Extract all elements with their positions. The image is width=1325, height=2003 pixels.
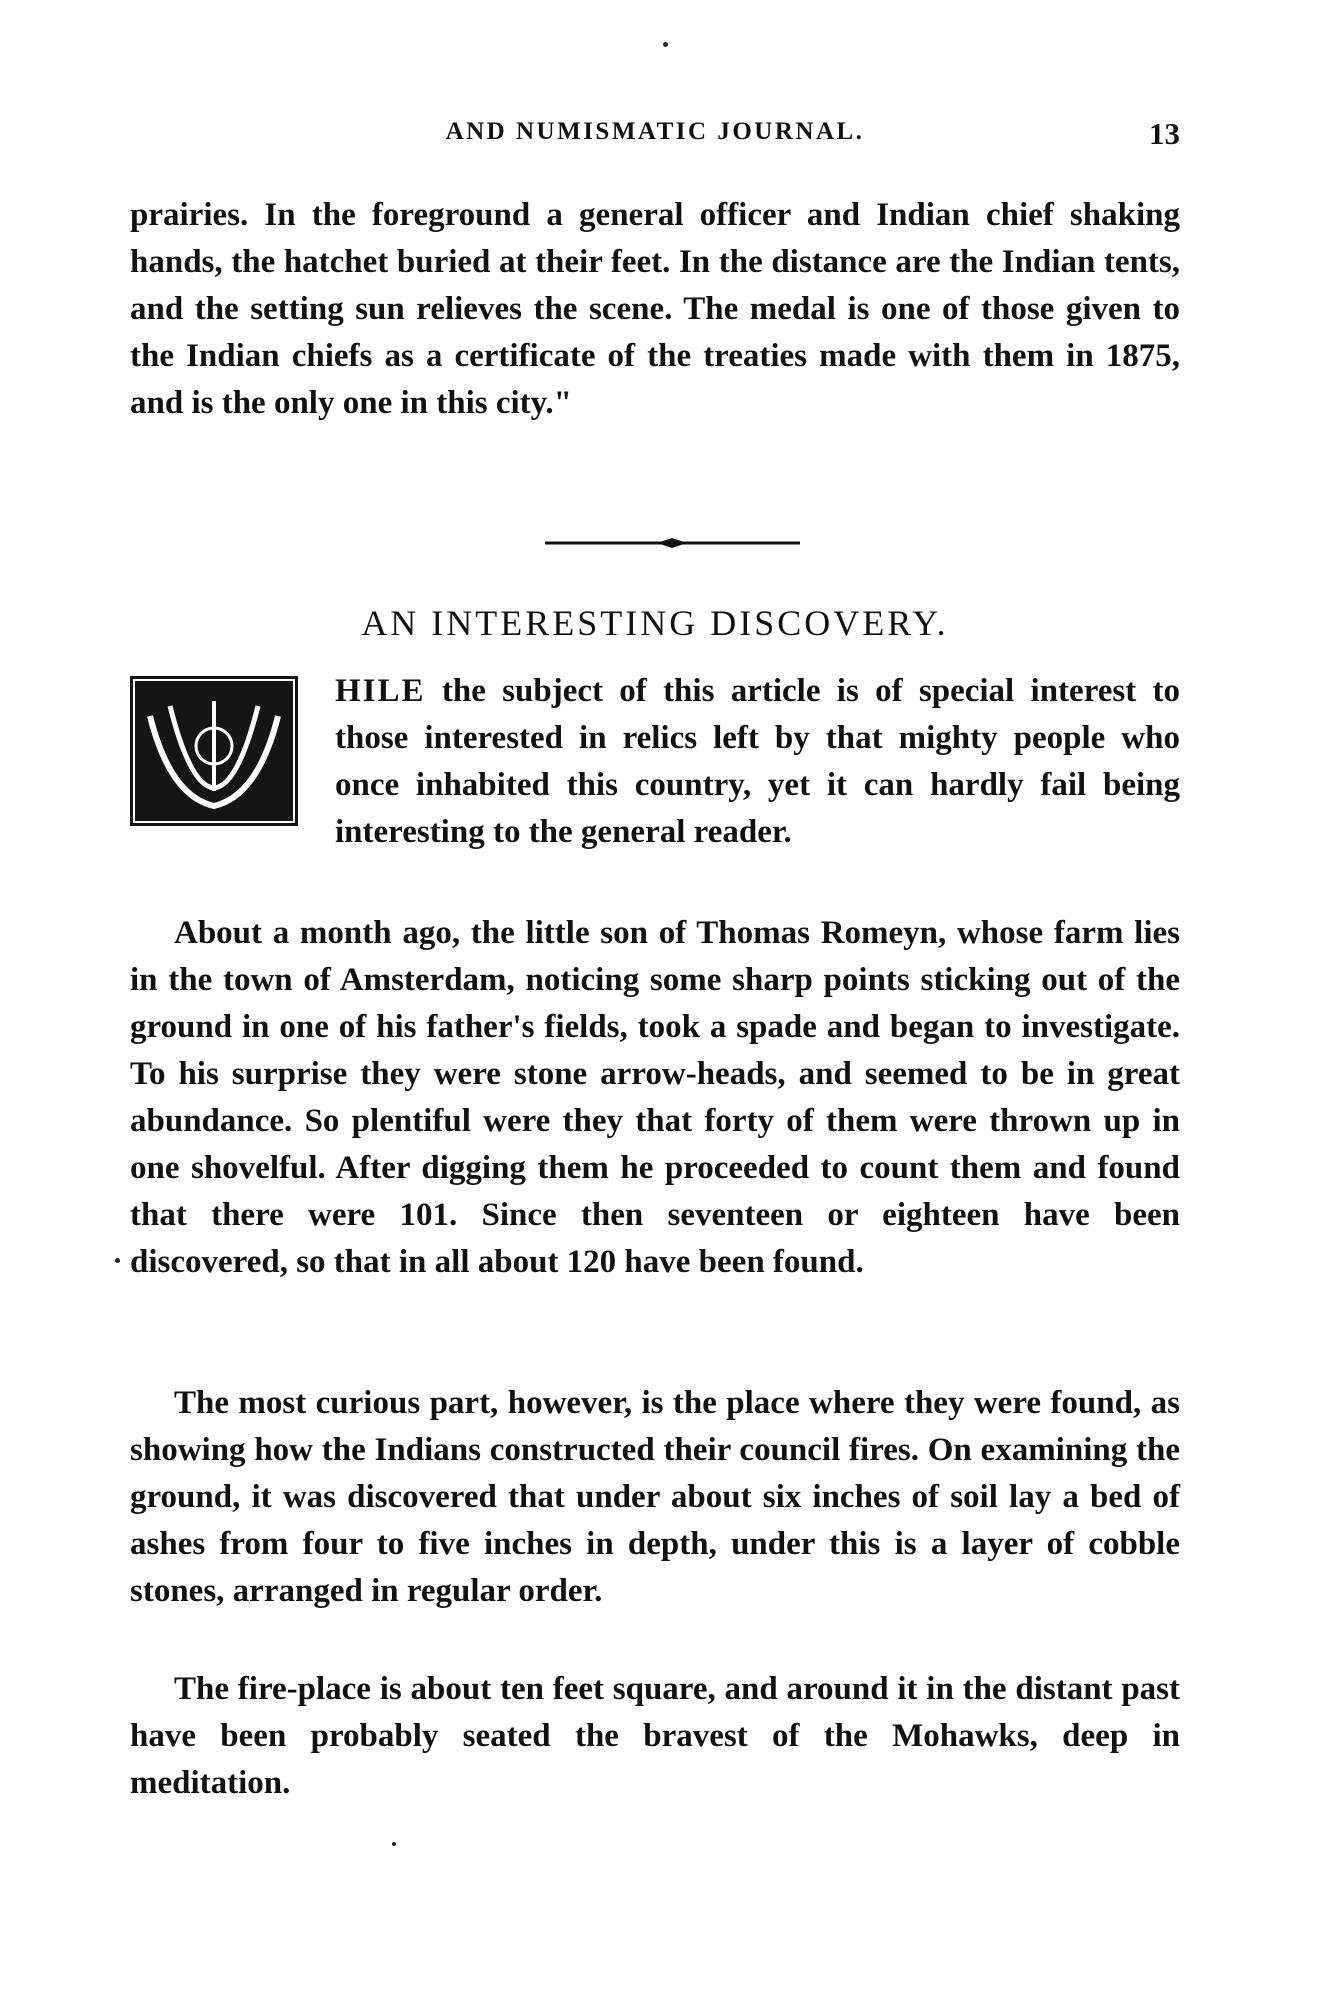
article-paragraph-1: [130, 668, 1180, 856]
print-speck: [392, 1842, 396, 1846]
running-head: AND NUMISMATIC JOURNAL.: [445, 118, 865, 145]
article-title: AN INTERESTING DISCOVERY.: [361, 603, 949, 643]
first-word: HILE: [335, 673, 426, 709]
first-paragraph-rest: the subject of this article is of special interest to those interested in relics left by that mighty people who once inhabited this country, yet it can hardly fail being interesting to the general reader.: [335, 673, 1181, 850]
article-paragraph-4: The fire-place is about ten feet square, and around it in the distant past have been probably seated the bravest of the Mohawks, deep in meditation.: [130, 1671, 1180, 1801]
article-paragraph-2: About a month ago, the little son of Thomas Romeyn, whose farm lies in the town of Amsterdam, noticing some sharp points sticking out of the ground in one of his father's fields, took a spade and began to investigate. To his surprise they were stone arrow-heads, and seemed to be in great abundance. So plentiful were they that forty of them were thrown up in one shovelful. After digging them he proceeded to count them and found that there were 101. Since then seventeen or eighteen have been discovered, so that in all about 120 have been found.: [130, 915, 1180, 1280]
first-paragraph-text: [130, 668, 1180, 856]
section-divider-ornament: [545, 538, 800, 548]
page-header: [130, 118, 1180, 158]
print-speck: [663, 42, 668, 47]
article-paragraph-3: The most curious part, however, is the place where they were found, as showing how the Indians constructed their council fires. On examining the ground, it was discovered that under about six inches of soil lay a bed of ashes from four to five inches in depth, under this is a layer of cobble stones, arranged in regular order.: [130, 1385, 1180, 1609]
print-speck: [115, 1258, 120, 1263]
continuation-paragraph: prairies. In the foreground a general officer and Indian chief shaking hands, the hatchet buried at their feet. In the distance are the Indian tents, and the setting sun relieves the scene. The medal is one of those given to the Indian chiefs as a certificate of the treaties made with them in 1875, and is the only one in this city.": [130, 197, 1180, 421]
page-number: 13: [1149, 116, 1180, 151]
